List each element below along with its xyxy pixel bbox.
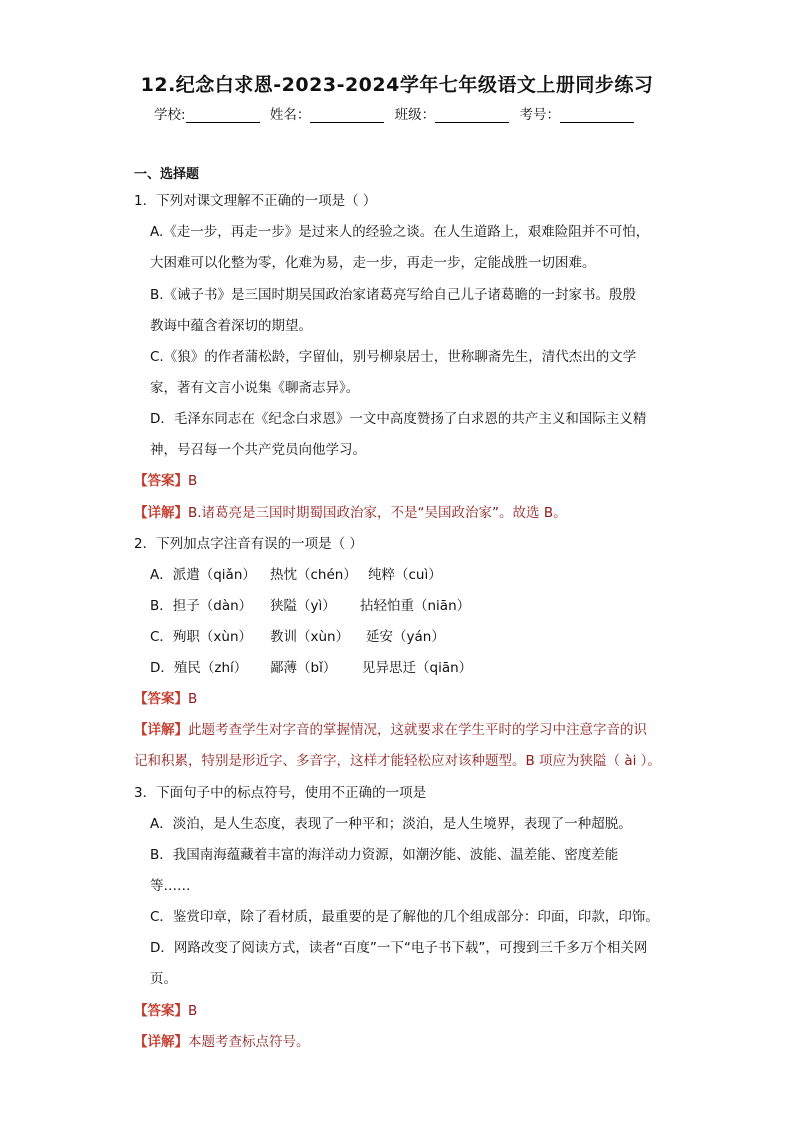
q2-b-item-3: 拈轻怕重（niān） [360, 598, 471, 614]
answer-value: B [188, 1003, 198, 1019]
answer-tag: 【答案】 [134, 1003, 188, 1019]
answer-value: B [188, 691, 198, 707]
q2-d-item-3: 见异思迁（qiān） [362, 660, 473, 676]
q1-option-d: D．毛泽东同志在《纪念白求恩》一文中高度赞扬了白求恩的共产主义和国际主义精 [150, 411, 647, 427]
q3-option-b-cont: 等…… [150, 878, 191, 894]
q2-d-item-2: 鄙薄（bǐ） [270, 660, 337, 676]
q2-answer [134, 690, 197, 708]
detail-text: B.诸葛亮是三国时期蜀国政治家，不是“吴国政治家”。故选 B。 [188, 505, 567, 521]
q2-c-item-3: 延安（yán） [366, 629, 445, 645]
q2-d-item-1: D．殖民（zhí） [150, 660, 248, 676]
q3-option-c: C．鉴赏印章，除了看材质，最重要的是了解他的几个组成部分：印面，印款，印饰。 [150, 909, 659, 925]
q2-a-item-3: 纯粹（cuì） [368, 567, 442, 583]
detail-tag: 【详解】 [134, 722, 188, 738]
q1-option-d-cont: 神，号召每一个共产党员向他学习。 [150, 442, 366, 458]
name-blank[interactable] [310, 108, 384, 123]
student-info-row [0, 103, 794, 123]
q2-a-item-1: A．派遣（qiǎn） [150, 567, 256, 583]
q3-detail [134, 1033, 310, 1051]
school-blank[interactable] [186, 108, 260, 123]
q2-stem: 2．下列加点字注音有误的一项是（ ） [134, 536, 363, 552]
detail-text: 本题考查标点符号。 [188, 1034, 310, 1050]
class-label: 班级： [394, 107, 436, 123]
q3-option-d: D．网路改变了阅读方式，读者“百度”一下“电子书下载”，可搜到三千多万个相关网 [150, 940, 648, 956]
q1-option-c-cont: 家，著有文言小说集《聊斋志异》。 [150, 380, 360, 396]
name-label: 姓名： [269, 107, 311, 123]
q2-option-b [150, 597, 470, 615]
q3-option-b: B．我国南海蕴藏着丰富的海洋动力资源，如潮汐能、波能、温差能、密度差能 [150, 847, 619, 863]
exam-number-blank[interactable] [560, 108, 634, 123]
q1-stem: 1．下列对课文理解不正确的一项是（ ） [134, 193, 377, 209]
q1-option-a: A.《走一步，再走一步》是过来人的经验之谈。在人生道路上，艰难险阻并不可怕， [150, 224, 650, 240]
class-blank[interactable] [435, 108, 509, 123]
exam-number-label: 考号： [519, 107, 560, 123]
detail-text-cont: 记和积累，特别是形近字、多音字，这样才能轻松应对该种题型。B 项应为狭隘（ ài ）。 [134, 753, 661, 769]
school-label: 学校: [154, 107, 186, 123]
q2-detail-cont [134, 752, 661, 770]
q1-option-b: B.《诫子书》是三国时期吴国政治家诸葛亮写给自己儿子诸葛瞻的一封家书。殷殷 [150, 287, 637, 303]
q2-a-item-2: 热忱（chén） [270, 567, 357, 583]
q3-option-a: A．淡泊，是人生态度，表现了一种平和；淡泊，是人生境界，表现了一种超脱。 [150, 816, 632, 832]
q2-option-d [150, 659, 472, 677]
q2-b-item-1: B．担子（dàn） [150, 598, 253, 614]
q3-stem: 3．下面句子中的标点符号，使用不正确的一项是 [134, 785, 427, 801]
q2-option-a [150, 566, 442, 584]
answer-value: B [188, 473, 198, 489]
answer-tag: 【答案】 [134, 691, 188, 707]
q2-detail [134, 721, 647, 739]
q1-option-b-cont: 教诲中蕴含着深切的期望。 [150, 318, 312, 334]
answer-tag: 【答案】 [134, 473, 188, 489]
q3-answer [134, 1002, 197, 1020]
detail-text: 此题考查学生对字音的掌握情况，这就要求在学生平时的学习中注意字音的识 [188, 722, 647, 738]
section-heading: 一、选择题 [134, 167, 200, 182]
q2-option-c [150, 628, 445, 646]
detail-tag: 【详解】 [134, 505, 188, 521]
q1-option-c: C.《狼》的作者蒲松龄，字留仙，别号柳泉居士，世称聊斋先生，清代杰出的文学 [150, 349, 637, 365]
page-title: 12.纪念白求恩-2023-2024学年七年级语文上册同步练习 [140, 74, 654, 96]
q2-c-item-2: 教训（xùn） [270, 629, 350, 645]
q1-detail [134, 504, 567, 522]
q3-option-d-cont: 页。 [150, 971, 177, 987]
q2-c-item-1: C．殉职（xùn） [150, 629, 253, 645]
q1-answer [134, 472, 197, 490]
q2-b-item-2: 狭隘（yì） [270, 598, 336, 614]
detail-tag: 【详解】 [134, 1034, 188, 1050]
q1-option-a-cont: 大困难可以化整为零，化难为易，走一步，再走一步，定能战胜一切困难。 [150, 255, 596, 271]
